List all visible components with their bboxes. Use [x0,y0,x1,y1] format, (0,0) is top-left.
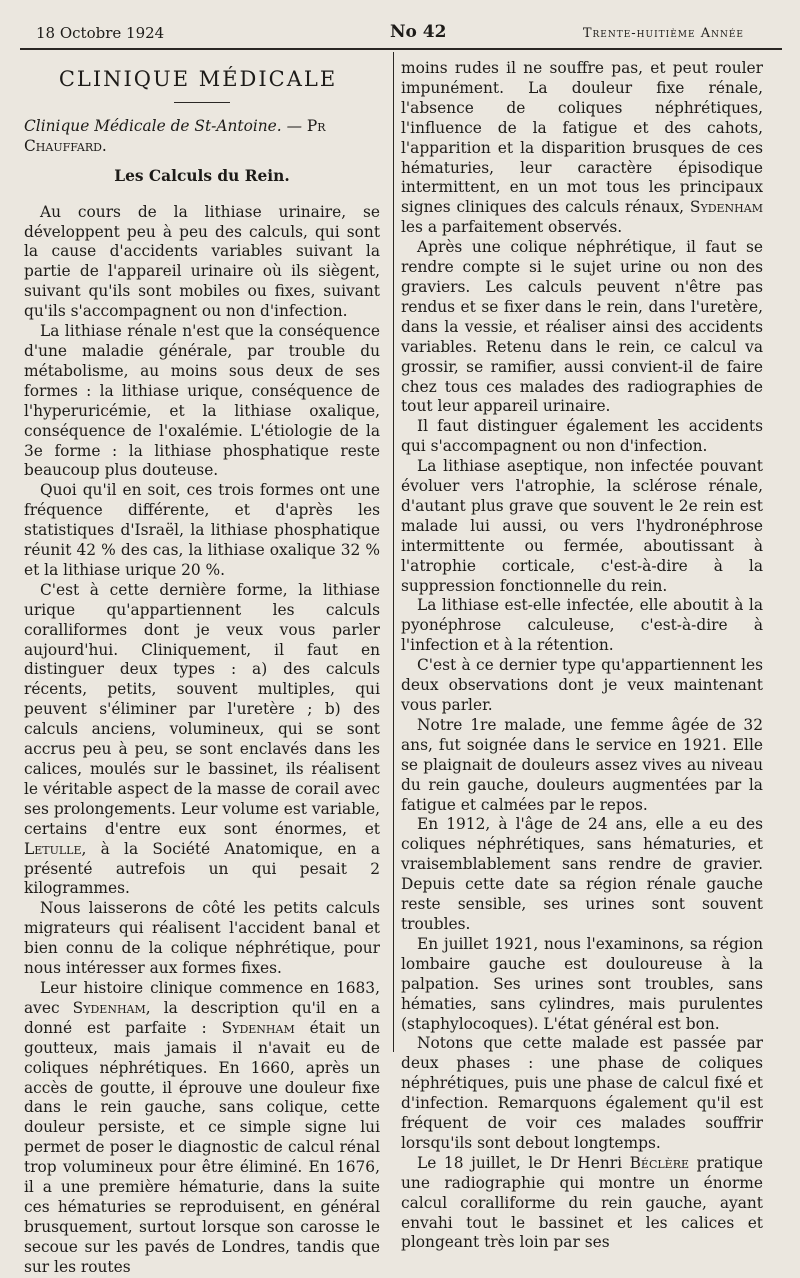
paragraph [24,581,380,900]
text-run: , à la Société Anatomique, en a présenté autrefois un qui pesait 2 kilogrammes. [24,839,380,898]
text-run: pratique une radiographie qui montre un énorme calcul coralliforme du rein gauche, ayant envahi tout le bassinet et les calices et plongeant très loin par ses [401,1153,763,1252]
clinic-name: Clinique Médicale de St-Antoine. — [24,116,307,135]
text-run: , la description qu'il en a donné est parfaite : [24,998,380,1037]
section-title: CLINIQUE MÉDICALE [58,67,338,91]
paragraph: En juillet 1921, nous l'examinons, sa région lombaire gauche est douloureuse à la palpation. Ses urines sont troubles, sans hématies, sans cylindres, mais purulentes (staphylocoques). L'état général est bon. [401,934,763,1033]
person-name: Béclère [629,1153,690,1172]
clinic-subheading [24,117,380,157]
text-run: C'est à cette dernière forme, la lithiase urique qu'appartiennent les calculs coralliformes dont je veux vous parler aujourd'hui. Cliniquement, il faut en distinguer deux types : a) des calculs récents, petits, souvent multiples, qui peuvent s'éliminer par l'uretère ; b) des calculs anciens, volumineux, qui se sont accrus peu à peu, se sont enclavés dans les calices, moulés sur le bassinet, ils réalisent le véritable aspect de la masse de corail avec ses prolongements. Leur volume est variable, certains d'entre eux sont énormes, et [24,580,380,838]
paragraph: En 1912, à l'âge de 24 ans, elle a eu des coliques néphrétiques, sans hématuries, et vraisemblablement sans rendre de gravier. Depuis cette date sa région rénale gauche reste sensible, ses urines sont souvent troubles. [401,815,763,933]
paragraph: Notre 1re malade, une femme âgée de 32 ans, fut soignée dans le service en 1921. Elle se plaignait de douleurs assez vives au niveau du rein gauche, douleurs augmentées par la fatigue et calmées par le repos. [401,715,763,814]
text-run: Leur histoire clinique commence en 1683, avec [24,978,380,1017]
text-run: était un goutteux, mais jamais il n'avait eu de coliques néphrétiques. En 1660, après un accès de goutte, il éprouve une douleur fixe dans le rein gauche, sans colique, cette douleur persiste, et ce simple signe lui permet de poser le diagnostic de calcul rénal trop volumineux pour être éliminé. En 1676, il a une première hématurie, dans la suite ces hématuries se reproduisent, en général brusquement, surtout lorsque son carosse le secoue sur les pavés de Londres, tandis que sur les routes [24,1018,381,1276]
paragraph: Après une colique néphrétique, il faut se rendre compte si le sujet urine ou non des graviers. Les calculs peuvent n'être pas rendus et se fixer dans le rein, dans l'uretère, dans la vessie, et réaliser ainsi des accidents variables. Retenu dans le rein, ce calcul va grossir, se ramifier, aussi convient-il de faire chez tous ces malades des radiographies de tout leur appareil urinaire. [401,238,763,416]
text-run: les a parfaitement observés. [401,218,623,237]
person-name: Sydenham [72,998,146,1017]
text-run: moins rudes il ne souffre pas, et peut rouler impunément. La douleur fixe rénale, l'absence de coliques néphrétiques, l'influence de la fatigue et des cahots, l'apparition et la disparition brusques de ces hématuries, leur caractère épisodique intermittent, en un mot tous les principaux signes cliniques des calculs rénaux, [401,59,763,217]
running-header [20,22,782,50]
paragraph: La lithiase est-elle infectée, elle aboutit à la pyonéphrose calculeuse, c'est-à-dire à l'infection et à la rétention. [401,596,763,655]
paragraph: La lithiase aseptique, non infectée pouvant évoluer vers l'atrophie, la sclérose rénale, d'autant plus grave que souvent le 2e rein est malade lui aussi, ou vers l'hydronéphrose intermittente ou fermée, aboutissant à l'atrophie corticale, c'est-à-dire à la suppression fonctionnelle du rein. [401,457,763,595]
paragraph: Nous laisserons de côté les petits calculs migrateurs qui réalisent l'accident banal et bien connu de la colique néphrétique, pour nous intéresser aux formes fixes. [24,899,380,978]
person-name: Sydenham [689,198,763,217]
person-name: Sydenham [221,1018,295,1037]
paragraph [24,979,380,1278]
article-title: Les Calculs du Rein. [114,166,290,185]
issue-date: 18 Octobre 1924 [36,24,165,42]
right-column [401,59,763,1253]
paragraph: Il faut distinguer également les accidents qui s'accompagnent ou non d'infection. [401,417,763,456]
paragraph [401,59,763,238]
paragraph: Au cours de la lithiase urinaire, se développent peu à peu des calculs, qui sont la cause d'accidents variables suivant la partie de l'appareil urinaire où ils siègent, suivant qu'ils sont mobiles ou fixes, suivant qu'ils s'accompagnent ou non d'infection. [24,202,380,321]
author-name: Pr Chauffard. [24,116,326,155]
volume-year: Trente-huitième Année [582,26,744,41]
paragraph: Quoi qu'il en soit, ces trois formes ont une fréquence différente, et d'après les statistiques d'Israël, la lithiase phosphatique réunit 42 % des cas, la lithiase oxalique 32 % et la lithiase urique 20 %. [24,481,380,579]
paragraph: C'est à ce dernier type qu'appartiennent les deux observations dont je veux maintenant vous parler. [401,656,763,714]
column-divider [393,52,394,1052]
issue-number: No 42 [390,22,447,42]
paragraph [401,1154,763,1254]
title-rule [174,102,230,103]
person-name: Letulle [24,839,82,858]
left-column [24,58,380,1278]
paragraph: Notons que cette malade est passée par deux phases : une phase de coliques néphrétiques, puis une phase de calcul fixé et d'infection. Remarquons également qu'il est fréquent de voir ces malades souffrir lorsqu'ils sont debout longtemps. [401,1034,763,1152]
paragraph: La lithiase rénale n'est que la conséquence d'une maladie générale, par trouble du métabolisme, au moins sous deux de ses formes : la lithiase urique, conséquence de l'hyperuricémie, et la lithiase oxalique, conséquence de l'oxalémie. L'étiologie de la 3e forme : la lithiase phosphatique reste beaucoup plus douteuse. [24,322,380,480]
text-run: Le 18 juillet, le Dr Henri [417,1153,630,1172]
